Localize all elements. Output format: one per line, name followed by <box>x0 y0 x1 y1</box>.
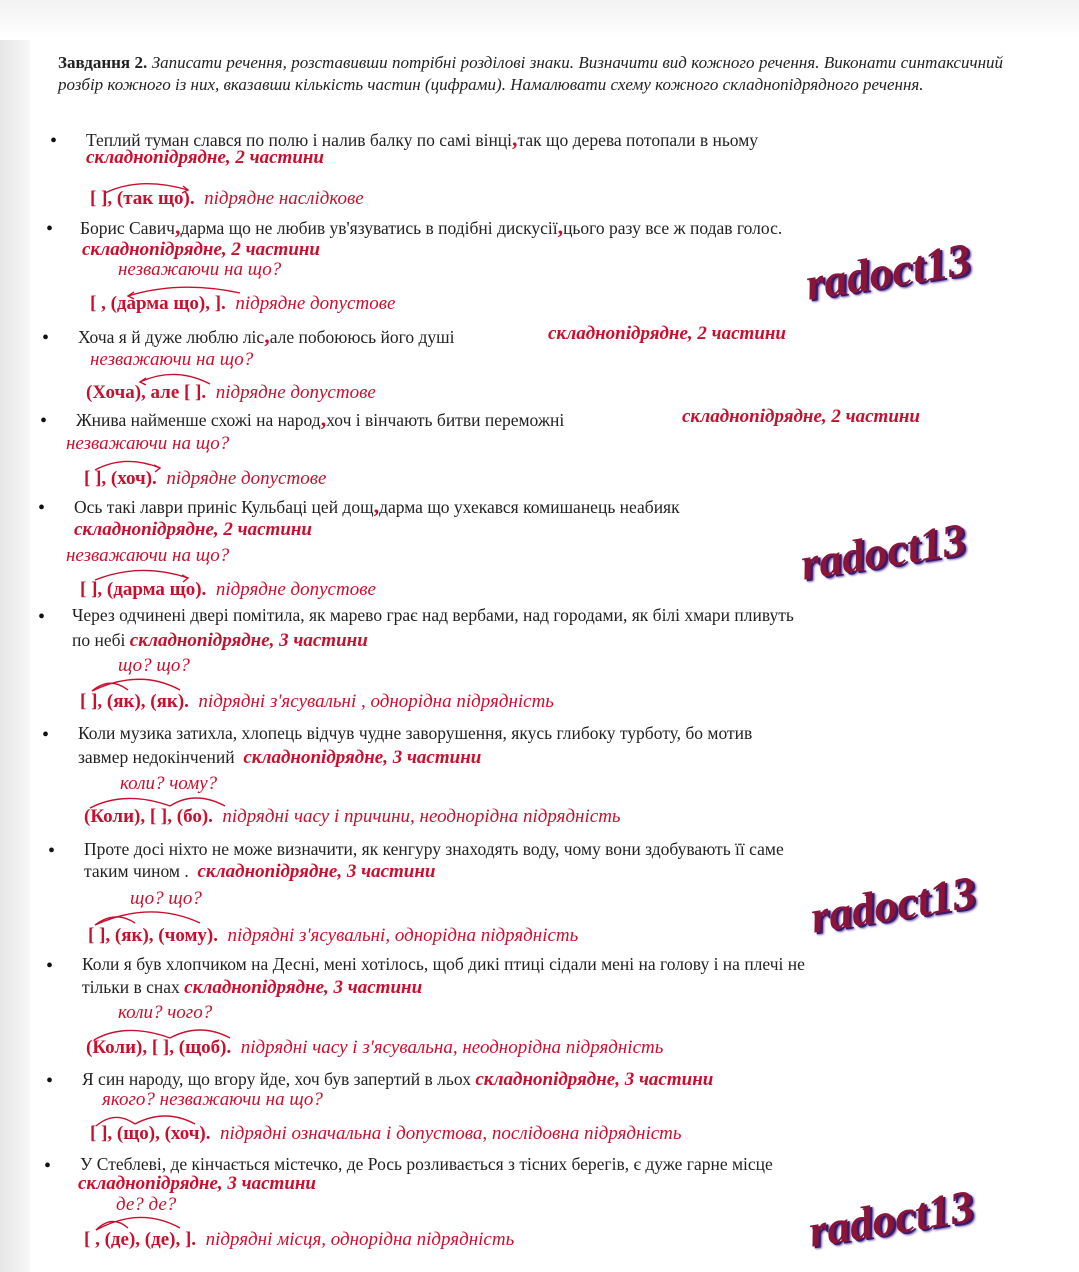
sentence-scheme: [ , (де), (де), ]. підрядні місця, однорідна підрядність <box>84 1229 515 1250</box>
sentence-scheme: [ ], (як), (чому). підрядні з'ясувальні, однорідна підрядність <box>88 925 579 946</box>
sentence-question: що? що? <box>118 655 190 676</box>
sentence-scheme: (Хоча), але [ ]. підрядне допустове <box>86 382 376 403</box>
bullet: • <box>40 410 48 432</box>
sentence-question: коли? чому? <box>120 773 218 794</box>
sentence-type: складнопідрядне, 2 частини <box>82 239 321 260</box>
sentence-9-line-2: тільки в снах складнопідрядне, 3 частини <box>82 977 423 998</box>
sentence-2: Борис Савич,дарма що не любив ув'язуватись в подібні дискусії,цього разу все ж подав голос. <box>80 214 783 239</box>
sentence-question: незважаючи на що? <box>66 545 230 566</box>
watermark: radoct13 <box>797 513 970 590</box>
sentence-question: незважаючи на що? <box>118 259 282 280</box>
bullet: • <box>42 724 50 746</box>
sentence-6-line-1: Через одчинені двері помітила, як марево грає над вербами, над городами, як білі хмари пливуть <box>72 605 794 625</box>
bullet: • <box>46 1070 54 1092</box>
sentence-3: Хоча я й дуже люблю ліс,але побоююсь його душі <box>78 323 455 348</box>
sentence-question: коли? чого? <box>118 1002 213 1023</box>
sentence-question: якого? незважаючи на що? <box>102 1089 323 1110</box>
task-text: Записати речення, розставивши потрібні розділові знаки. Визначити вид кожного речення. Виконати синтаксичний розбір кожного із них, вказавши кількість частин (цифрами). Намалювати схему кожного складнопідрядного речення. <box>58 53 1003 94</box>
bullet: • <box>48 840 56 862</box>
sentence-7-line-2: завмер недокінчений складнопідрядне, 3 частини <box>78 747 482 768</box>
sentence-11: У Стеблеві, де кінчається містечко, де Рось розливається з тісних берегів, є дуже гарне місце <box>80 1154 773 1174</box>
sentence-type: складнопідрядне, 3 частини <box>129 630 368 651</box>
sentence-type: складнопідрядне, 2 частини <box>74 519 313 540</box>
bullet: • <box>46 955 54 977</box>
sentence-question: що? що? <box>130 888 202 909</box>
sentence-question: де? де? <box>116 1194 177 1215</box>
sentence-type: складнопідрядне, 3 частини <box>184 977 423 998</box>
sentence-type: складнопідрядне, 2 частини <box>682 406 921 427</box>
sentence-4: Жнива найменше схожі на народ,хоч і вінчають битви переможні <box>76 406 565 431</box>
sentence-type: складнопідрядне, 2 частини <box>548 323 787 344</box>
sentence-scheme: (Коли), [ ], (щоб). підрядні часу і з'ясувальна, неоднорідна підрядність <box>86 1037 664 1058</box>
sentence-question: незважаючи на що? <box>66 433 230 454</box>
sentence-type: складнопідрядне, 3 частини <box>78 1173 317 1194</box>
bullet: • <box>38 606 46 628</box>
watermark: radoct13 <box>805 1180 978 1257</box>
bullet: • <box>38 497 46 519</box>
sentence-1: Теплий туман слався по полю і налив балку по самі вінці,так що дерева потопали в ньому <box>86 126 759 151</box>
watermark: radoct13 <box>807 866 980 943</box>
sentence-10: Я син народу, що вгору йде, хоч був запертий в льох складнопідрядне, 3 частини <box>82 1069 714 1090</box>
sentence-scheme: [ ], (що), (хоч). підрядні означальна і допустова, послідовна підрядність <box>90 1123 682 1144</box>
bullet: • <box>50 130 58 152</box>
sentence-type: складнопідрядне, 3 частини <box>475 1069 714 1090</box>
sentence-type: складнопідрядне, 3 частини <box>243 747 482 768</box>
sentence-scheme: [ ], (дарма що). підрядне допустове <box>80 579 376 600</box>
sentence-scheme: [ ], (так що). підрядне наслідкове <box>90 188 364 209</box>
sentence-5: Ось такі лаври приніс Кульбаці цей дощ,дарма що ухекався комишанець неабияк <box>74 493 680 518</box>
sentence-type: складнопідрядне, 3 частини <box>197 861 436 882</box>
sentence-scheme: (Коли), [ ], (бо). підрядні часу і причини, неоднорідна підрядність <box>84 806 621 827</box>
sentence-scheme: [ ], (хоч). підрядне допустове <box>84 468 327 489</box>
task-number: Завдання 2. <box>58 53 148 72</box>
sentence-scheme: [ , (дарма що), ]. підрядне допустове <box>90 293 396 314</box>
sentence-scheme: [ ], (як), (як). підрядні з'ясувальні , однорідна підрядність <box>80 691 554 712</box>
bullet: • <box>44 1155 52 1177</box>
sentence-type: складнопідрядне, 2 частини <box>86 147 325 168</box>
sentence-question: незважаючи на що? <box>90 349 254 370</box>
watermark: radoct13 <box>802 233 975 310</box>
bullet: • <box>42 327 50 349</box>
sentence-9-line-1: Коли я був хлопчиком на Десні, мені хотілось, щоб дикі птиці сідали мені на голову і на плечі не <box>82 954 805 974</box>
bullet: • <box>46 218 54 240</box>
sentence-6-line-2: по небі складнопідрядне, 3 частини <box>72 630 368 651</box>
sentence-8-line-1: Проте досі ніхто не може визначити, як кенгуру знаходять воду, чому вони здобувають її саме <box>84 839 784 859</box>
sentence-7-line-1: Коли музика затихла, хлопець відчув чудне заворушення, якусь глибоку турботу, бо мотив <box>78 723 753 743</box>
sentence-8-line-2: таким чином . складнопідрядне, 3 частини <box>84 861 436 882</box>
